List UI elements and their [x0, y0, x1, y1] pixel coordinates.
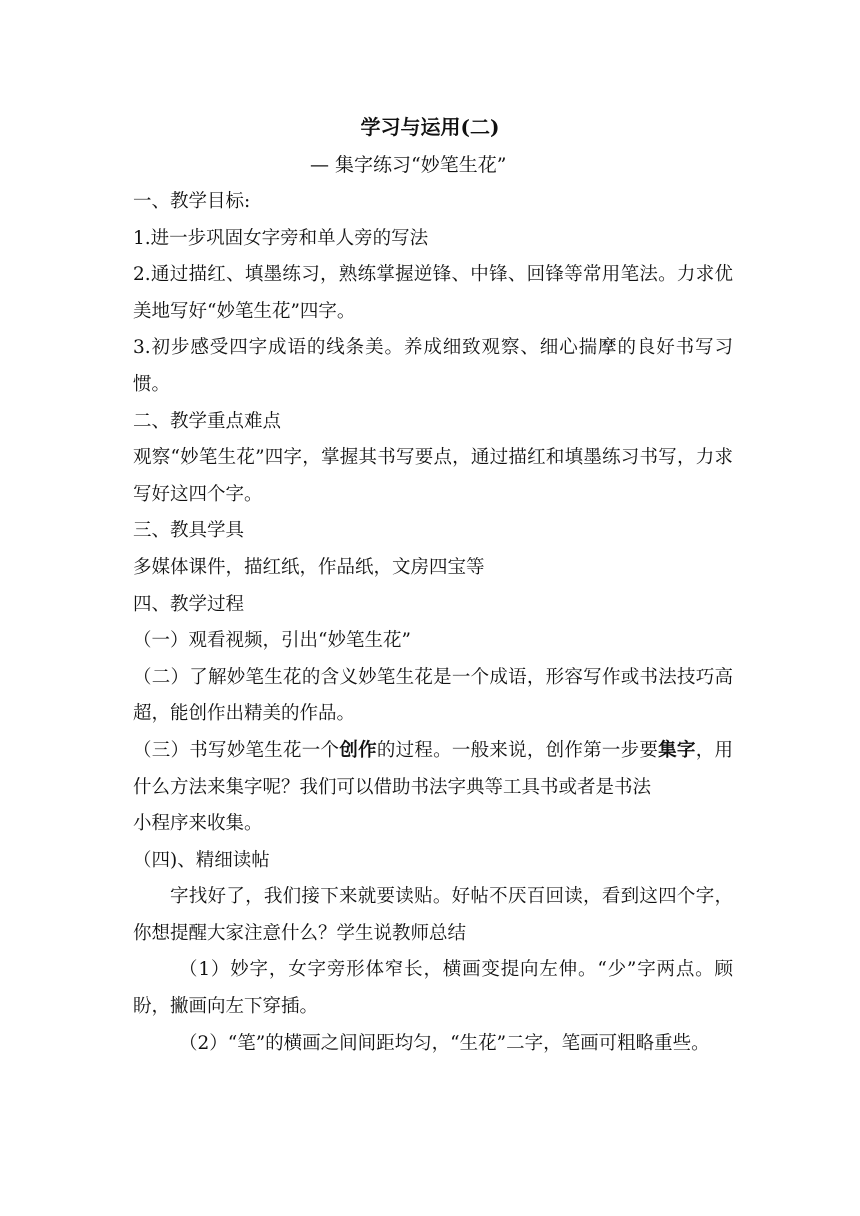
keypoints-paragraph: 观察“妙笔生花”四字，掌握其书写要点，通过描红和填墨练习书写，力求写好这四个字。: [133, 447, 733, 505]
step3-bold-collect: 集字: [658, 739, 696, 761]
step3-text-c: 的过程。一般来说，创作第一步要: [376, 739, 659, 761]
section-heading-process: 四、教学过程: [133, 593, 245, 615]
page-subtitle: — 集字练习“妙笔生花”: [310, 154, 507, 176]
writing-note-2: （2）“笔”的横画之间间距均匀，“生花”二字，笔画可粗略重些。: [179, 1032, 710, 1054]
page-title: 学习与运用(二): [360, 115, 500, 139]
process-step-4-paragraph: 字找好了，我们接下来就要读贴。好帖不厌百回读，看到这四个字，你想提醒大家注意什么？学生说教师总结: [133, 886, 733, 944]
goal-item-3: 3.初步感受四字成语的线条美。养成细致观察、细心揣摩的良好书写习惯。: [133, 337, 733, 395]
process-step-3: [133, 733, 733, 806]
step3-bold-create: 创作: [339, 739, 377, 761]
goal-item-1: 1.进一步巩固女字旁和单人旁的写法: [133, 227, 429, 249]
tools-paragraph: 多媒体课件，描红纸，作品纸，文房四宝等: [133, 556, 485, 578]
process-step-2: （二）了解妙笔生花的含义妙笔生花是一个成语，形容写作或书法技巧高超，能创作出精美的作品。: [133, 666, 733, 725]
writing-note-1: （1）妙字，女字旁形体窄长，横画变提向左伸。“少”字两点。顾盼，撇画向左下穿插。: [133, 959, 733, 1018]
section-heading-tools: 三、教具学具: [133, 520, 245, 542]
process-step-1: （一）观看视频，引出“妙笔生花”: [133, 630, 411, 652]
process-step-3-end: 小程序来收集。: [133, 813, 263, 835]
section-heading-keypoints: 二、教学重点难点: [133, 410, 282, 432]
document-body: [133, 184, 733, 1062]
goal-item-2: 2.通过描红、填墨练习，熟练掌握逆锋、中锋、回锋等常用笔法。力求优美地写好“妙笔生花”四字。: [133, 264, 733, 322]
section-heading-goals: 一、教学目标:: [133, 191, 251, 212]
process-step-4-heading: （四)、精细读帖: [133, 849, 270, 871]
step3-text-a: （三）书写妙笔生花一个: [133, 739, 340, 761]
step3-text-d: ，用什么方法来集字呢？我们可以借助书法字典等工具书或者是书法: [133, 739, 733, 798]
